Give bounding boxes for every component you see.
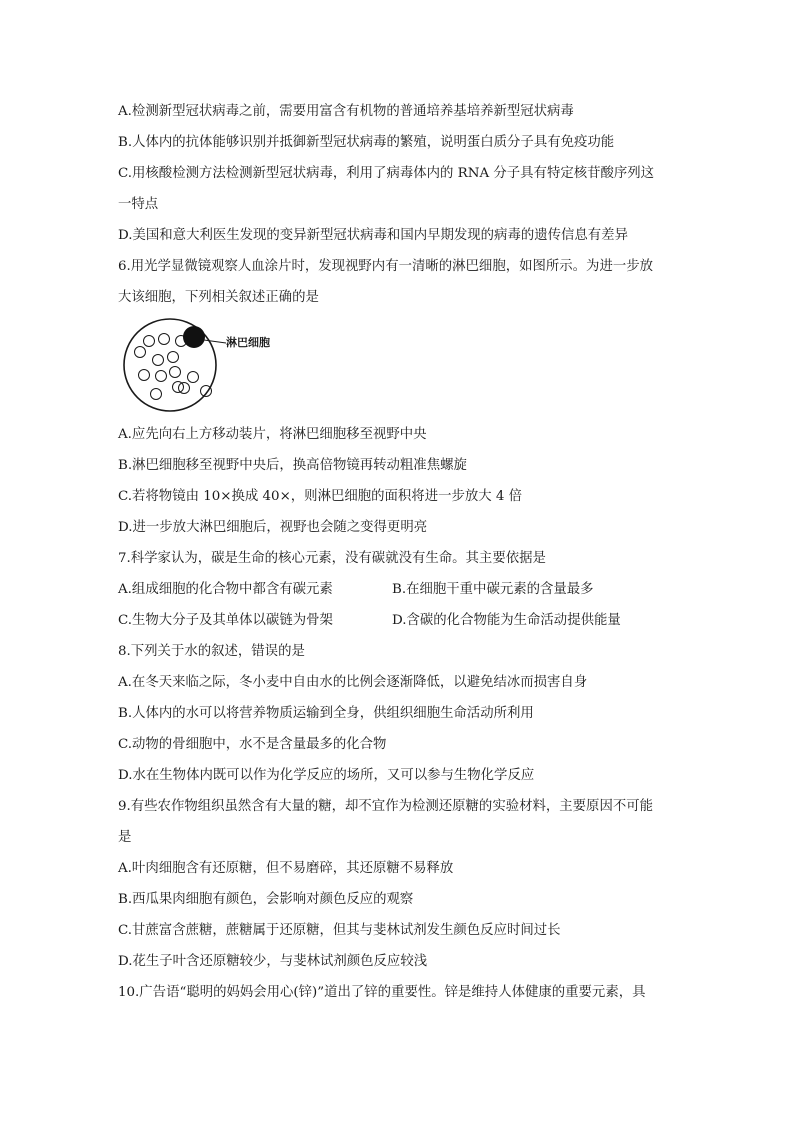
q8-option-c: C.动物的骨细胞中，水不是含量最多的化合物 (118, 737, 387, 752)
label-leader-line (204, 340, 226, 343)
q5-option-a: A.检测新型冠状病毒之前，需要用富含有机物的普通培养基培养新型冠状病毒 (118, 104, 574, 119)
q9-option-c: C.甘蔗富含蔗糖，蔗糖属于还原糖，但其与斐林试剂发生颜色反应时间过长 (118, 923, 561, 938)
q7-option-a: A.组成细胞的化合物中都含有碳元素 (118, 582, 333, 597)
q6-figure (118, 315, 678, 419)
q9-stem-line2: 是 (118, 830, 132, 845)
q9-stem-line1: 9.有些农作物组织虽然含有大量的糖，却不宜作为检测还原糖的实验材料，主要原因不可能 (118, 799, 654, 814)
lymphocyte-cell (183, 326, 205, 348)
q9-option-a: A.叶肉细胞含有还原糖，但不易磨碎，其还原糖不易释放 (118, 861, 454, 876)
q7-option-c: C.生物大分子及其单体以碳链为骨架 (118, 613, 333, 628)
q8-stem: 8.下列关于水的叙述，错误的是 (118, 644, 305, 659)
q7-option-d: D.含碳的化合物能为生命活动提供能量 (392, 613, 621, 628)
q9-option-d: D.花生子叶含还原糖较少，与斐林试剂颜色反应较浅 (118, 954, 428, 969)
q6-option-a: A.应先向右上方移动装片，将淋巴细胞移至视野中央 (118, 427, 427, 442)
q7-option-b: B.在细胞干重中碳元素的含量最多 (392, 582, 594, 597)
q6-option-b: B.淋巴细胞移至视野中央后，换高倍物镜再转动粗准焦螺旋 (118, 458, 467, 473)
q9-option-b: B.西瓜果肉细胞有颜色，会影响对颜色反应的观察 (118, 892, 414, 907)
q5-option-d: D.美国和意大利医生发现的变异新型冠状病毒和国内早期发现的病毒的遗传信息有差异 (118, 228, 628, 243)
microscope-field-diagram (118, 315, 318, 419)
q7-stem: 7.科学家认为，碳是生命的核心元素，没有碳就没有生命。其主要依据是 (118, 551, 546, 566)
q10-stem-line1: 10.广告语“聪明的妈妈会用心(锌)”道出了锌的重要性。锌是维持人体健康的重要元素，具 (118, 985, 646, 1000)
q7-options-row1 (118, 574, 678, 605)
q6-stem-line2: 大该细胞，下列相关叙述正确的是 (118, 290, 319, 305)
exam-page (118, 96, 678, 1008)
q8-option-b: B.人体内的水可以将营养物质运输到全身，供组织细胞生命活动所利用 (118, 706, 534, 721)
q8-option-d: D.水在生物体内既可以作为化学反应的场所，又可以参与生物化学反应 (118, 768, 535, 783)
q5-option-c-line1: C.用核酸检测方法检测新型冠状病毒，利用了病毒体内的 RNA 分子具有特定核苷酸序列这 (118, 166, 655, 181)
q6-option-c: C.若将物镜由 10×换成 40×，则淋巴细胞的面积将进一步放大 4 倍 (118, 489, 523, 504)
q7-options-row2 (118, 605, 678, 636)
q5-option-b: B.人体内的抗体能够识别并抵御新型冠状病毒的繁殖，说明蛋白质分子具有免疫功能 (118, 135, 615, 150)
q5-option-c-line2: 一特点 (118, 197, 159, 212)
q8-option-a: A.在冬天来临之际，冬小麦中自由水的比例会逐渐降低，以避免结冰而损害自身 (118, 675, 588, 690)
lymphocyte-label: 淋巴细胞 (226, 336, 270, 349)
q6-stem-line1: 6.用光学显微镜观察人血涂片时，发现视野内有一清晰的淋巴细胞，如图所示。为进一步放 (118, 259, 654, 274)
q6-option-d: D.进一步放大淋巴细胞后，视野也会随之变得更明亮 (118, 520, 428, 535)
